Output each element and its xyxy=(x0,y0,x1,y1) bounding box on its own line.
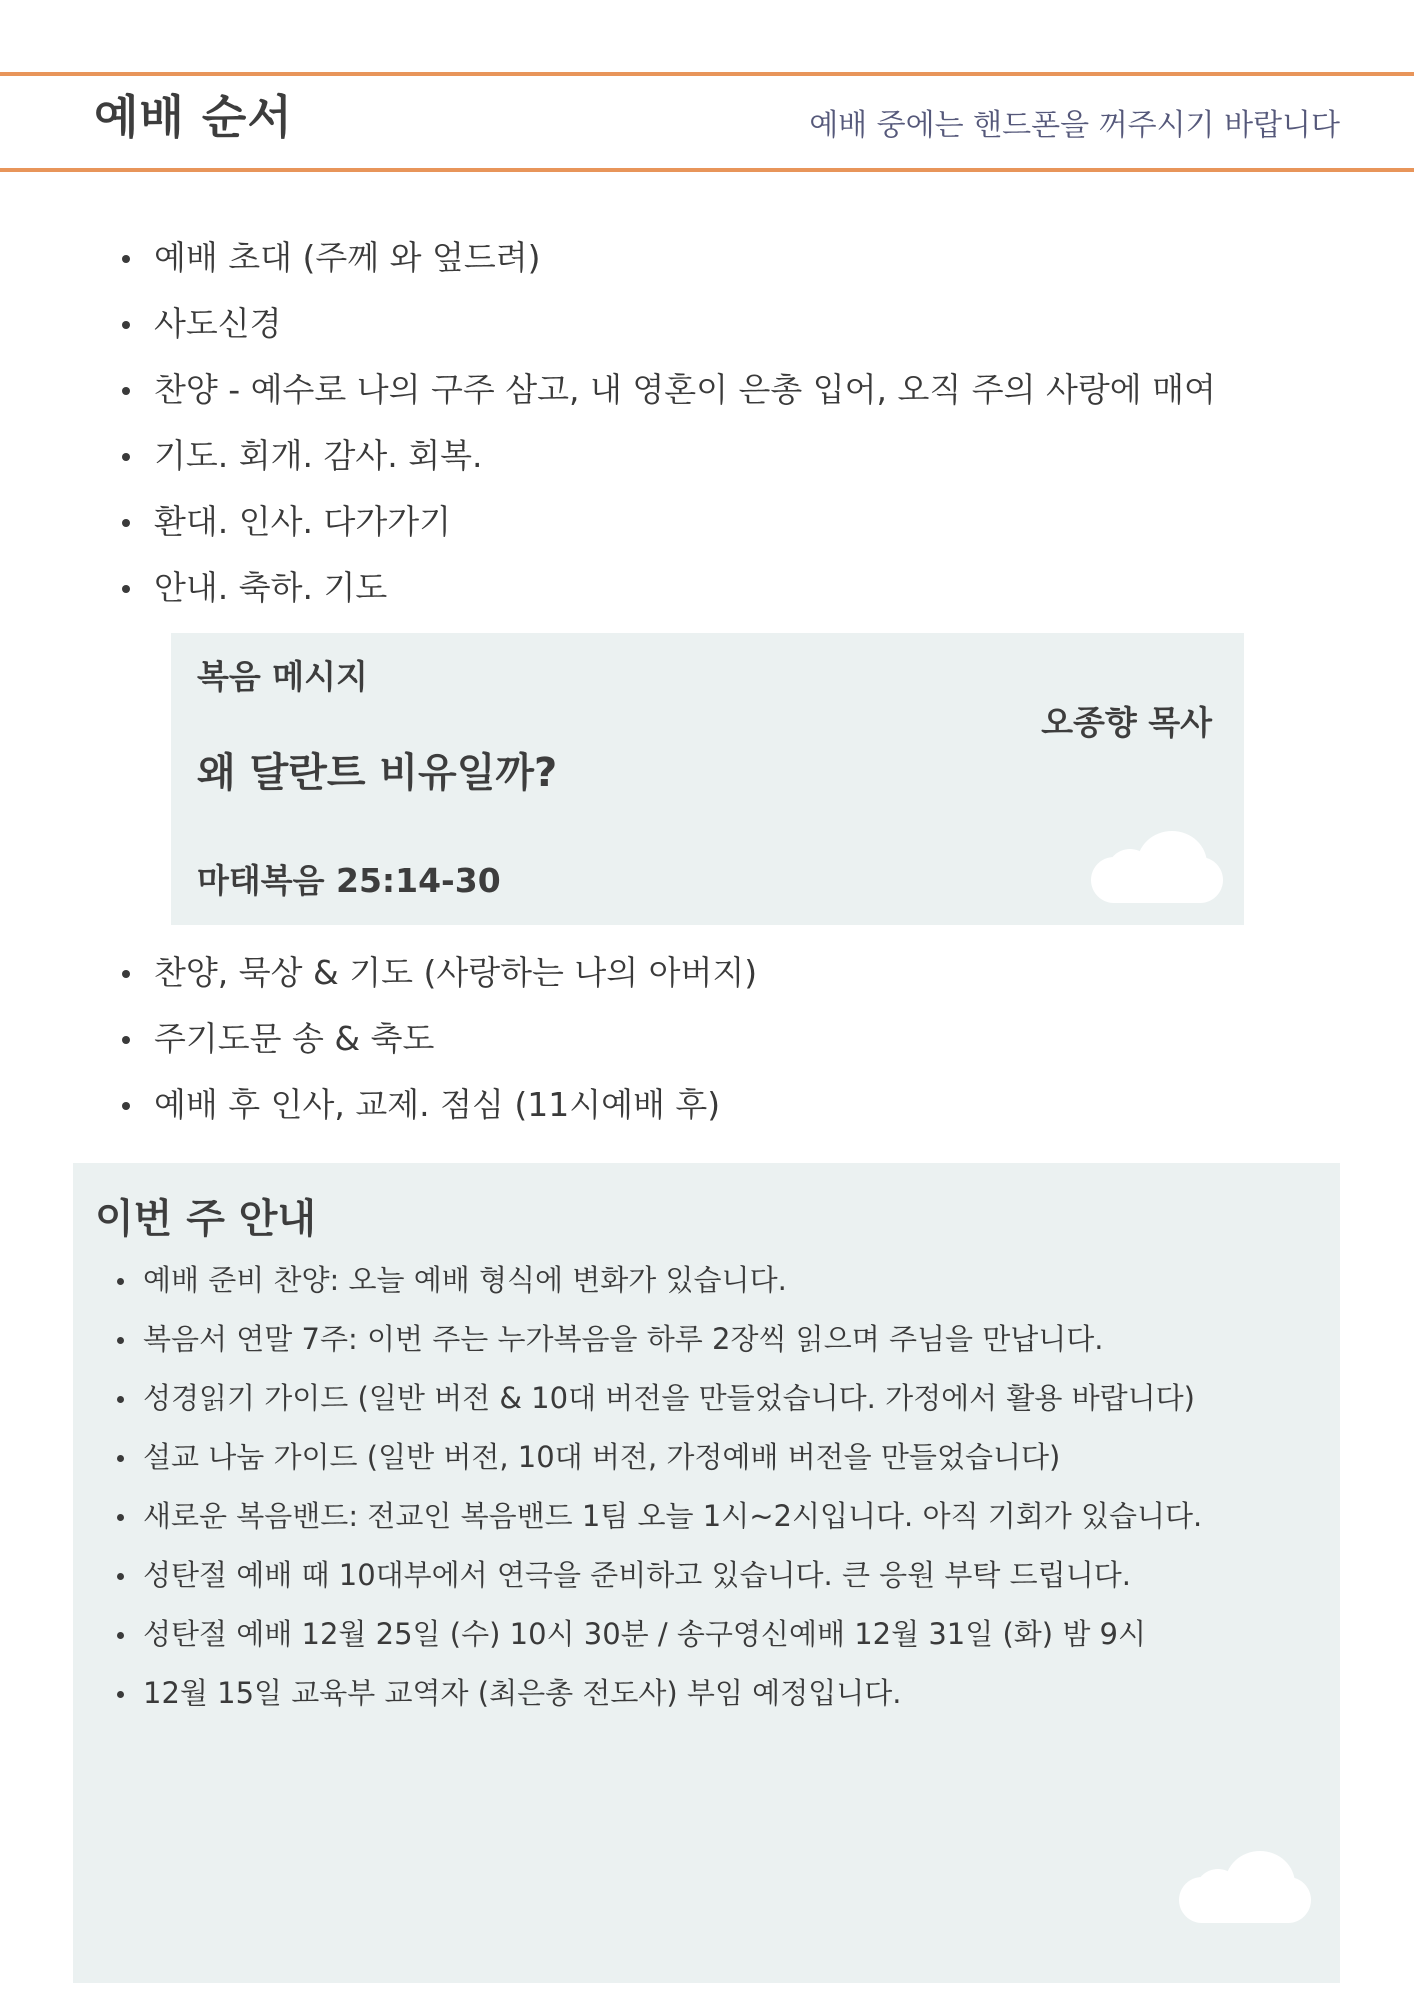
phone-notice: 예배 중에는 핸드폰을 꺼주시기 바랍니다 xyxy=(809,108,1340,143)
list-item: 예배 초대 (주께 와 엎드려) xyxy=(118,225,1216,291)
list-item: 안내. 축하. 기도 xyxy=(118,555,1216,621)
list-item: 성탄절 예배 때 10대부에서 연극을 준비하고 있습니다. 큰 응원 부탁 드립니다. xyxy=(115,1546,1202,1605)
list-item: 찬양 - 예수로 나의 구주 삼고, 내 영혼이 은총 입어, 오직 주의 사랑에 매여 xyxy=(118,357,1216,423)
list-item: 예배 준비 찬양: 오늘 예배 형식에 변화가 있습니다. xyxy=(115,1251,1202,1310)
list-item: 환대. 인사. 다가가기 xyxy=(118,489,1216,555)
sermon-label: 복음 메시지 xyxy=(197,657,368,696)
sermon-preacher: 오종향 목사 xyxy=(1041,703,1212,742)
cloud-icon xyxy=(1179,1851,1311,1923)
list-item: 복음서 연말 7주: 이번 주는 누가복음을 하루 2장씩 읽으며 주님을 만납니다. xyxy=(115,1310,1202,1369)
list-item: 새로운 복음밴드: 전교인 복음밴드 1팀 오늘 1시~2시입니다. 아직 기회가 있습니다. xyxy=(115,1487,1202,1546)
list-item: 찬양, 묵상 & 기도 (사랑하는 나의 아버지) xyxy=(118,940,757,1006)
list-item: 기도. 회개. 감사. 회복. xyxy=(118,423,1216,489)
order-of-service-list xyxy=(118,225,1216,621)
list-item: 주기도문 송 & 축도 xyxy=(118,1006,757,1072)
sermon-title: 왜 달란트 비유일까? xyxy=(197,750,558,796)
announcements-box xyxy=(73,1163,1340,1983)
sermon-scripture: 마태복음 25:14-30 xyxy=(197,861,501,900)
page-title: 예배 순서 xyxy=(94,90,293,144)
announcements-title: 이번 주 안내 xyxy=(95,1196,317,1242)
sermon-box xyxy=(171,633,1244,925)
list-item: 12월 15일 교육부 교역자 (최은총 전도사) 부임 예정입니다. xyxy=(115,1664,1202,1723)
list-item: 사도신경 xyxy=(118,291,1216,357)
cloud-icon xyxy=(1091,831,1223,903)
order-of-service-list-continued xyxy=(118,940,757,1138)
announcements-list xyxy=(115,1251,1202,1723)
list-item: 설교 나눔 가이드 (일반 버전, 10대 버전, 가정예배 버전을 만들었습니다) xyxy=(115,1428,1202,1487)
list-item: 성탄절 예배 12월 25일 (수) 10시 30분 / 송구영신예배 12월 31일 (화) 밤 9시 xyxy=(115,1605,1202,1664)
list-item: 예배 후 인사, 교제. 점심 (11시예배 후) xyxy=(118,1072,757,1138)
list-item: 성경읽기 가이드 (일반 버전 & 10대 버전을 만들었습니다. 가정에서 활용 바랍니다) xyxy=(115,1369,1202,1428)
page-header xyxy=(0,72,1414,172)
